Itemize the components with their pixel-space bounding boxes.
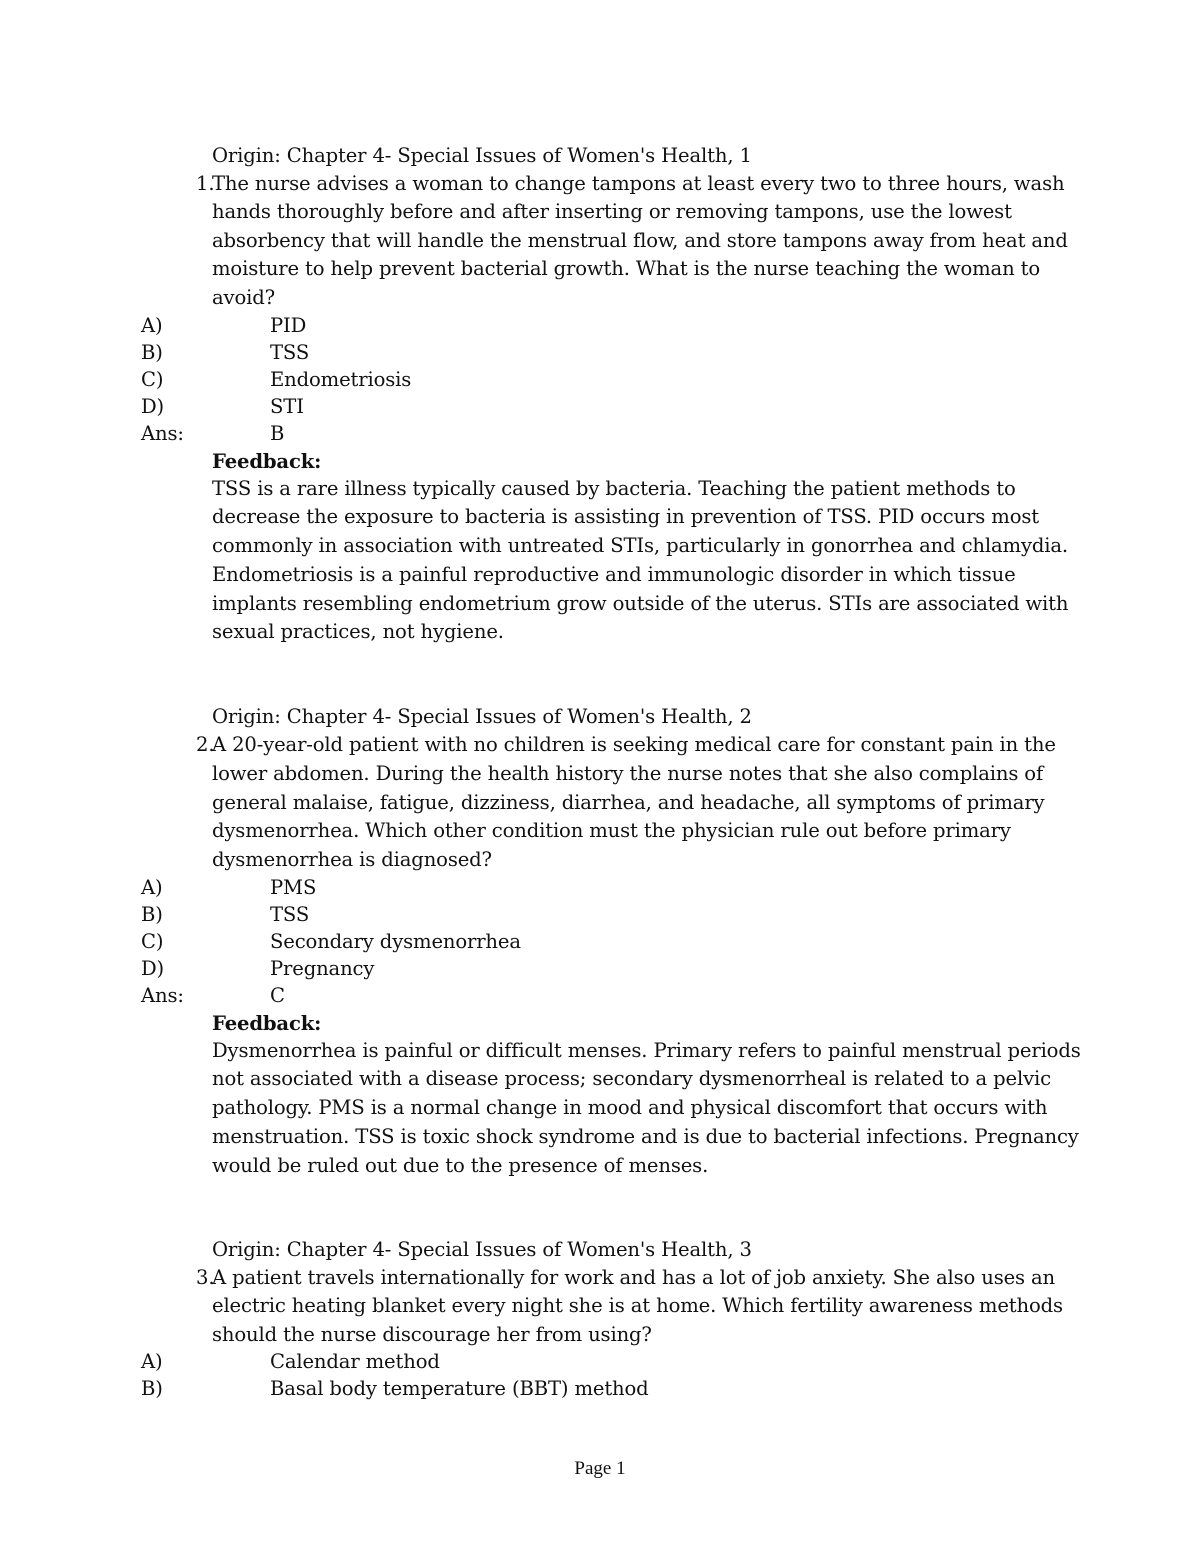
- q2-option-b-label: B): [141, 903, 163, 926]
- q1-feedback-heading: Feedback:: [212, 450, 322, 473]
- q3-option-b-label: B): [141, 1377, 163, 1400]
- q1-stem-line: hands thoroughly before and after inserting or removing tampons, use the lowest: [212, 200, 1012, 223]
- q1-feedback-line: Endometriosis is a painful reproductive and immunologic disorder in which tissue: [212, 563, 1016, 586]
- q3-option-a-text: Calendar method: [270, 1350, 440, 1373]
- q2-stem-line: lower abdomen. During the health history the nurse notes that she also complains of: [212, 762, 1044, 785]
- q1-stem-line: avoid?: [212, 286, 275, 309]
- q1-stem-line: absorbency that will handle the menstrual flow, and store tampons away from heat and: [212, 229, 1068, 252]
- q2-option-b-text: TSS: [270, 903, 310, 926]
- q1-feedback-line: commonly in association with untreated STIs, particularly in gonorrhea and chlamydia.: [212, 534, 1068, 557]
- q1-option-c-label: C): [141, 368, 164, 391]
- q1-option-b-label: B): [141, 341, 163, 364]
- q2-feedback-line: Dysmenorrhea is painful or difficult menses. Primary refers to painful menstrual periods: [212, 1039, 1081, 1062]
- q2-option-a-label: A): [141, 876, 163, 899]
- q2-answer-value: C: [270, 984, 285, 1007]
- q2-feedback-line: menstruation. TSS is toxic shock syndrome and is due to bacterial infections. Pregnancy: [212, 1125, 1079, 1148]
- q2-option-d-label: D): [141, 957, 165, 980]
- q1-answer-value: B: [270, 422, 285, 445]
- q3-option-a-label: A): [141, 1350, 163, 1373]
- q3-option-b-text: Basal body temperature (BBT) method: [270, 1377, 649, 1400]
- q2-origin: Origin: Chapter 4- Special Issues of Women's Health, 2: [212, 705, 752, 728]
- q1-option-b-text: TSS: [270, 341, 310, 364]
- q2-feedback-heading: Feedback:: [212, 1012, 322, 1035]
- q1-feedback-line: implants resembling endometrium grow outside of the uterus. STIs are associated with: [212, 592, 1069, 615]
- q3-stem-line: A patient travels internationally for work and has a lot of job anxiety. She also uses an: [212, 1266, 1056, 1289]
- q2-option-c-text: Secondary dysmenorrhea: [270, 930, 521, 953]
- q2-feedback-line: would be ruled out due to the presence of menses.: [212, 1154, 709, 1177]
- q2-stem-line: A 20-year-old patient with no children is seeking medical care for constant pain in the: [212, 733, 1056, 756]
- q1-origin: Origin: Chapter 4- Special Issues of Women's Health, 1: [212, 144, 752, 167]
- q1-answer-label: Ans:: [141, 422, 184, 445]
- q1-stem-line: moisture to help prevent bacterial growth. What is the nurse teaching the woman to: [212, 257, 1040, 280]
- q1-feedback-line: sexual practices, not hygiene.: [212, 620, 504, 643]
- q2-option-c-label: C): [141, 930, 164, 953]
- q2-feedback-line: not associated with a disease process; secondary dysmenorrheal is related to a pelvic: [212, 1067, 1051, 1090]
- q1-option-a-text: PID: [270, 314, 307, 337]
- q3-number: 3.: [196, 1266, 215, 1289]
- q2-option-d-text: Pregnancy: [270, 957, 375, 980]
- q2-stem-line: dysmenorrhea is diagnosed?: [212, 848, 492, 871]
- q2-option-a-text: PMS: [270, 876, 317, 899]
- q1-option-a-label: A): [141, 314, 163, 337]
- q2-feedback-line: pathology. PMS is a normal change in mood and physical discomfort that occurs with: [212, 1096, 1048, 1119]
- q1-number: 1.: [196, 172, 215, 195]
- q2-answer-label: Ans:: [141, 984, 184, 1007]
- q3-stem-line: electric heating blanket every night she is at home. Which fertility awareness methods: [212, 1294, 1063, 1317]
- q1-option-d-label: D): [141, 395, 165, 418]
- q1-option-d-text: STI: [270, 395, 304, 418]
- q1-stem-line: The nurse advises a woman to change tampons at least every two to three hours, wash: [212, 172, 1065, 195]
- q1-feedback-line: decrease the exposure to bacteria is assisting in prevention of TSS. PID occurs most: [212, 505, 1039, 528]
- q1-feedback-line: TSS is a rare illness typically caused by bacteria. Teaching the patient methods to: [212, 477, 1016, 500]
- q2-number: 2.: [196, 733, 215, 756]
- q3-stem-line: should the nurse discourage her from using?: [212, 1323, 652, 1346]
- q3-origin: Origin: Chapter 4- Special Issues of Women's Health, 3: [212, 1238, 752, 1261]
- q2-stem-line: general malaise, fatigue, dizziness, diarrhea, and headache, all symptoms of primary: [212, 791, 1045, 814]
- q2-stem-line: dysmenorrhea. Which other condition must the physician rule out before primary: [212, 819, 1011, 842]
- q1-option-c-text: Endometriosis: [270, 368, 412, 391]
- page-number-footer: Page 1: [574, 1458, 626, 1479]
